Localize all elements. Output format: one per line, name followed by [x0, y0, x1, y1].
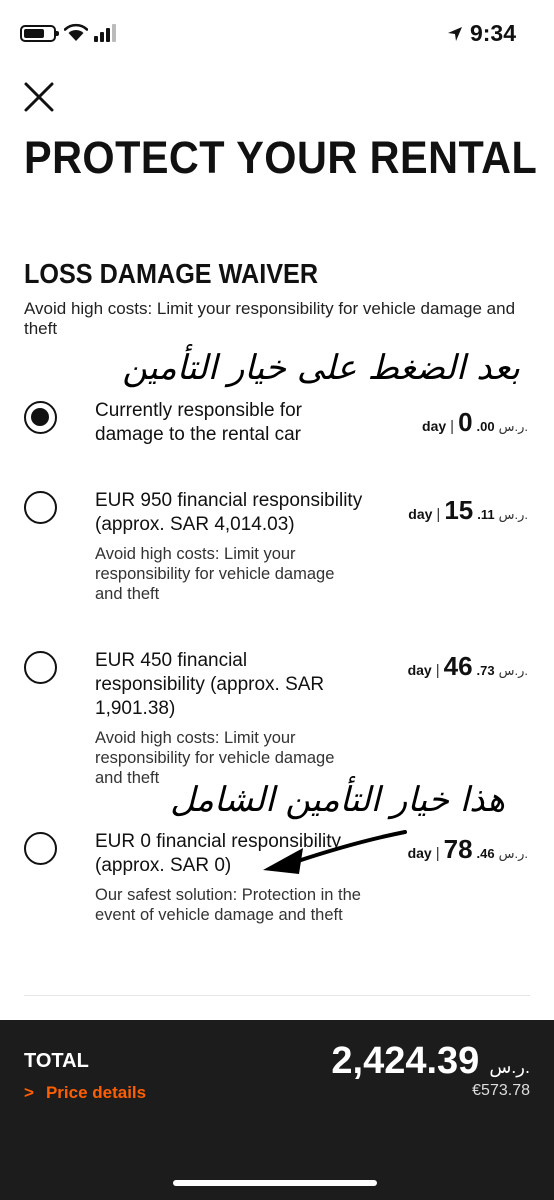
option-eur-950[interactable] — [0, 487, 554, 607]
option-price — [422, 407, 528, 438]
option-price — [408, 495, 528, 526]
price-currency: ر.س. — [498, 663, 528, 678]
close-button[interactable] — [22, 80, 56, 114]
price-cents: .00 — [476, 419, 495, 434]
price-cents: .11 — [477, 507, 495, 522]
option-price — [408, 651, 528, 682]
option-title: EUR 0 financial responsibility (approx. SAR 0) — [95, 831, 342, 876]
price-separator: | — [435, 662, 440, 679]
status-time: 9:34 — [469, 20, 516, 46]
total-label: TOTAL — [24, 1050, 89, 1072]
price-currency: ر.س. — [498, 507, 528, 522]
option-title: EUR 950 financial responsibility (approx. SAR 4,014.03) — [95, 490, 363, 535]
radio-unselected[interactable] — [24, 832, 57, 865]
total-amount-value: 2,424.39 — [331, 1040, 480, 1082]
radio-unselected[interactable] — [24, 651, 57, 684]
option-price — [408, 834, 528, 865]
price-int: 15 — [444, 495, 474, 525]
price-cents: .46 — [476, 846, 495, 861]
option-current-responsibility[interactable] — [0, 395, 554, 455]
price-unit: day — [408, 506, 433, 522]
chevron-right-icon: > — [24, 1083, 34, 1102]
location-arrow-icon — [447, 26, 463, 42]
total-amount — [331, 1040, 530, 1083]
price-unit: day — [422, 418, 447, 434]
section-title: LOSS DAMAGE WAIVER — [24, 258, 319, 289]
wifi-icon — [64, 22, 88, 42]
handwritten-note-top: بعد الضغط على خيار التأمين — [122, 348, 520, 388]
price-separator: | — [436, 506, 441, 523]
total-eur: €573.78 — [472, 1082, 530, 1099]
divider — [24, 995, 530, 996]
page-title: PROTECT YOUR RENTAL — [24, 132, 538, 183]
price-currency: ر.س. — [498, 419, 528, 434]
price-separator: | — [435, 845, 440, 862]
radio-unselected[interactable] — [24, 491, 57, 524]
annotation-arrow-icon — [255, 822, 415, 882]
signal-icon — [94, 24, 120, 42]
battery-icon — [20, 25, 56, 42]
price-separator: | — [450, 418, 455, 435]
price-details-link[interactable] — [24, 1083, 146, 1103]
price-unit: day — [407, 662, 432, 678]
price-cents: .73 — [476, 663, 495, 678]
price-unit: day — [407, 845, 432, 861]
price-int: 78 — [443, 834, 473, 864]
option-title: EUR 450 financial responsibility (approx. SAR 1,901.38) — [95, 650, 325, 719]
price-int: 46 — [443, 651, 473, 681]
section-description: Avoid high costs: Limit your responsibility for vehicle damage and theft — [24, 299, 516, 338]
home-indicator[interactable] — [173, 1180, 377, 1186]
total-footer — [0, 1020, 554, 1200]
handwritten-note-bottom: هذا خيار التأمين الشامل — [170, 780, 505, 820]
option-description: Avoid high costs: Limit your responsibility for vehicle damage and theft — [95, 729, 335, 787]
price-details-label: Price details — [45, 1083, 147, 1102]
option-description: Avoid high costs: Limit your responsibility for vehicle damage and theft — [95, 545, 335, 603]
price-currency: ر.س. — [498, 846, 528, 861]
price-int: 0 — [458, 407, 473, 437]
status-bar — [0, 0, 554, 60]
option-description: Our safest solution: Protection in the event of vehicle damage and theft — [95, 886, 361, 924]
option-title: Currently responsible for damage to the rental car — [95, 400, 302, 445]
total-currency: ر.س. — [489, 1057, 530, 1077]
radio-selected[interactable] — [24, 401, 57, 434]
option-eur-450[interactable] — [0, 647, 554, 787]
close-icon — [22, 80, 56, 114]
